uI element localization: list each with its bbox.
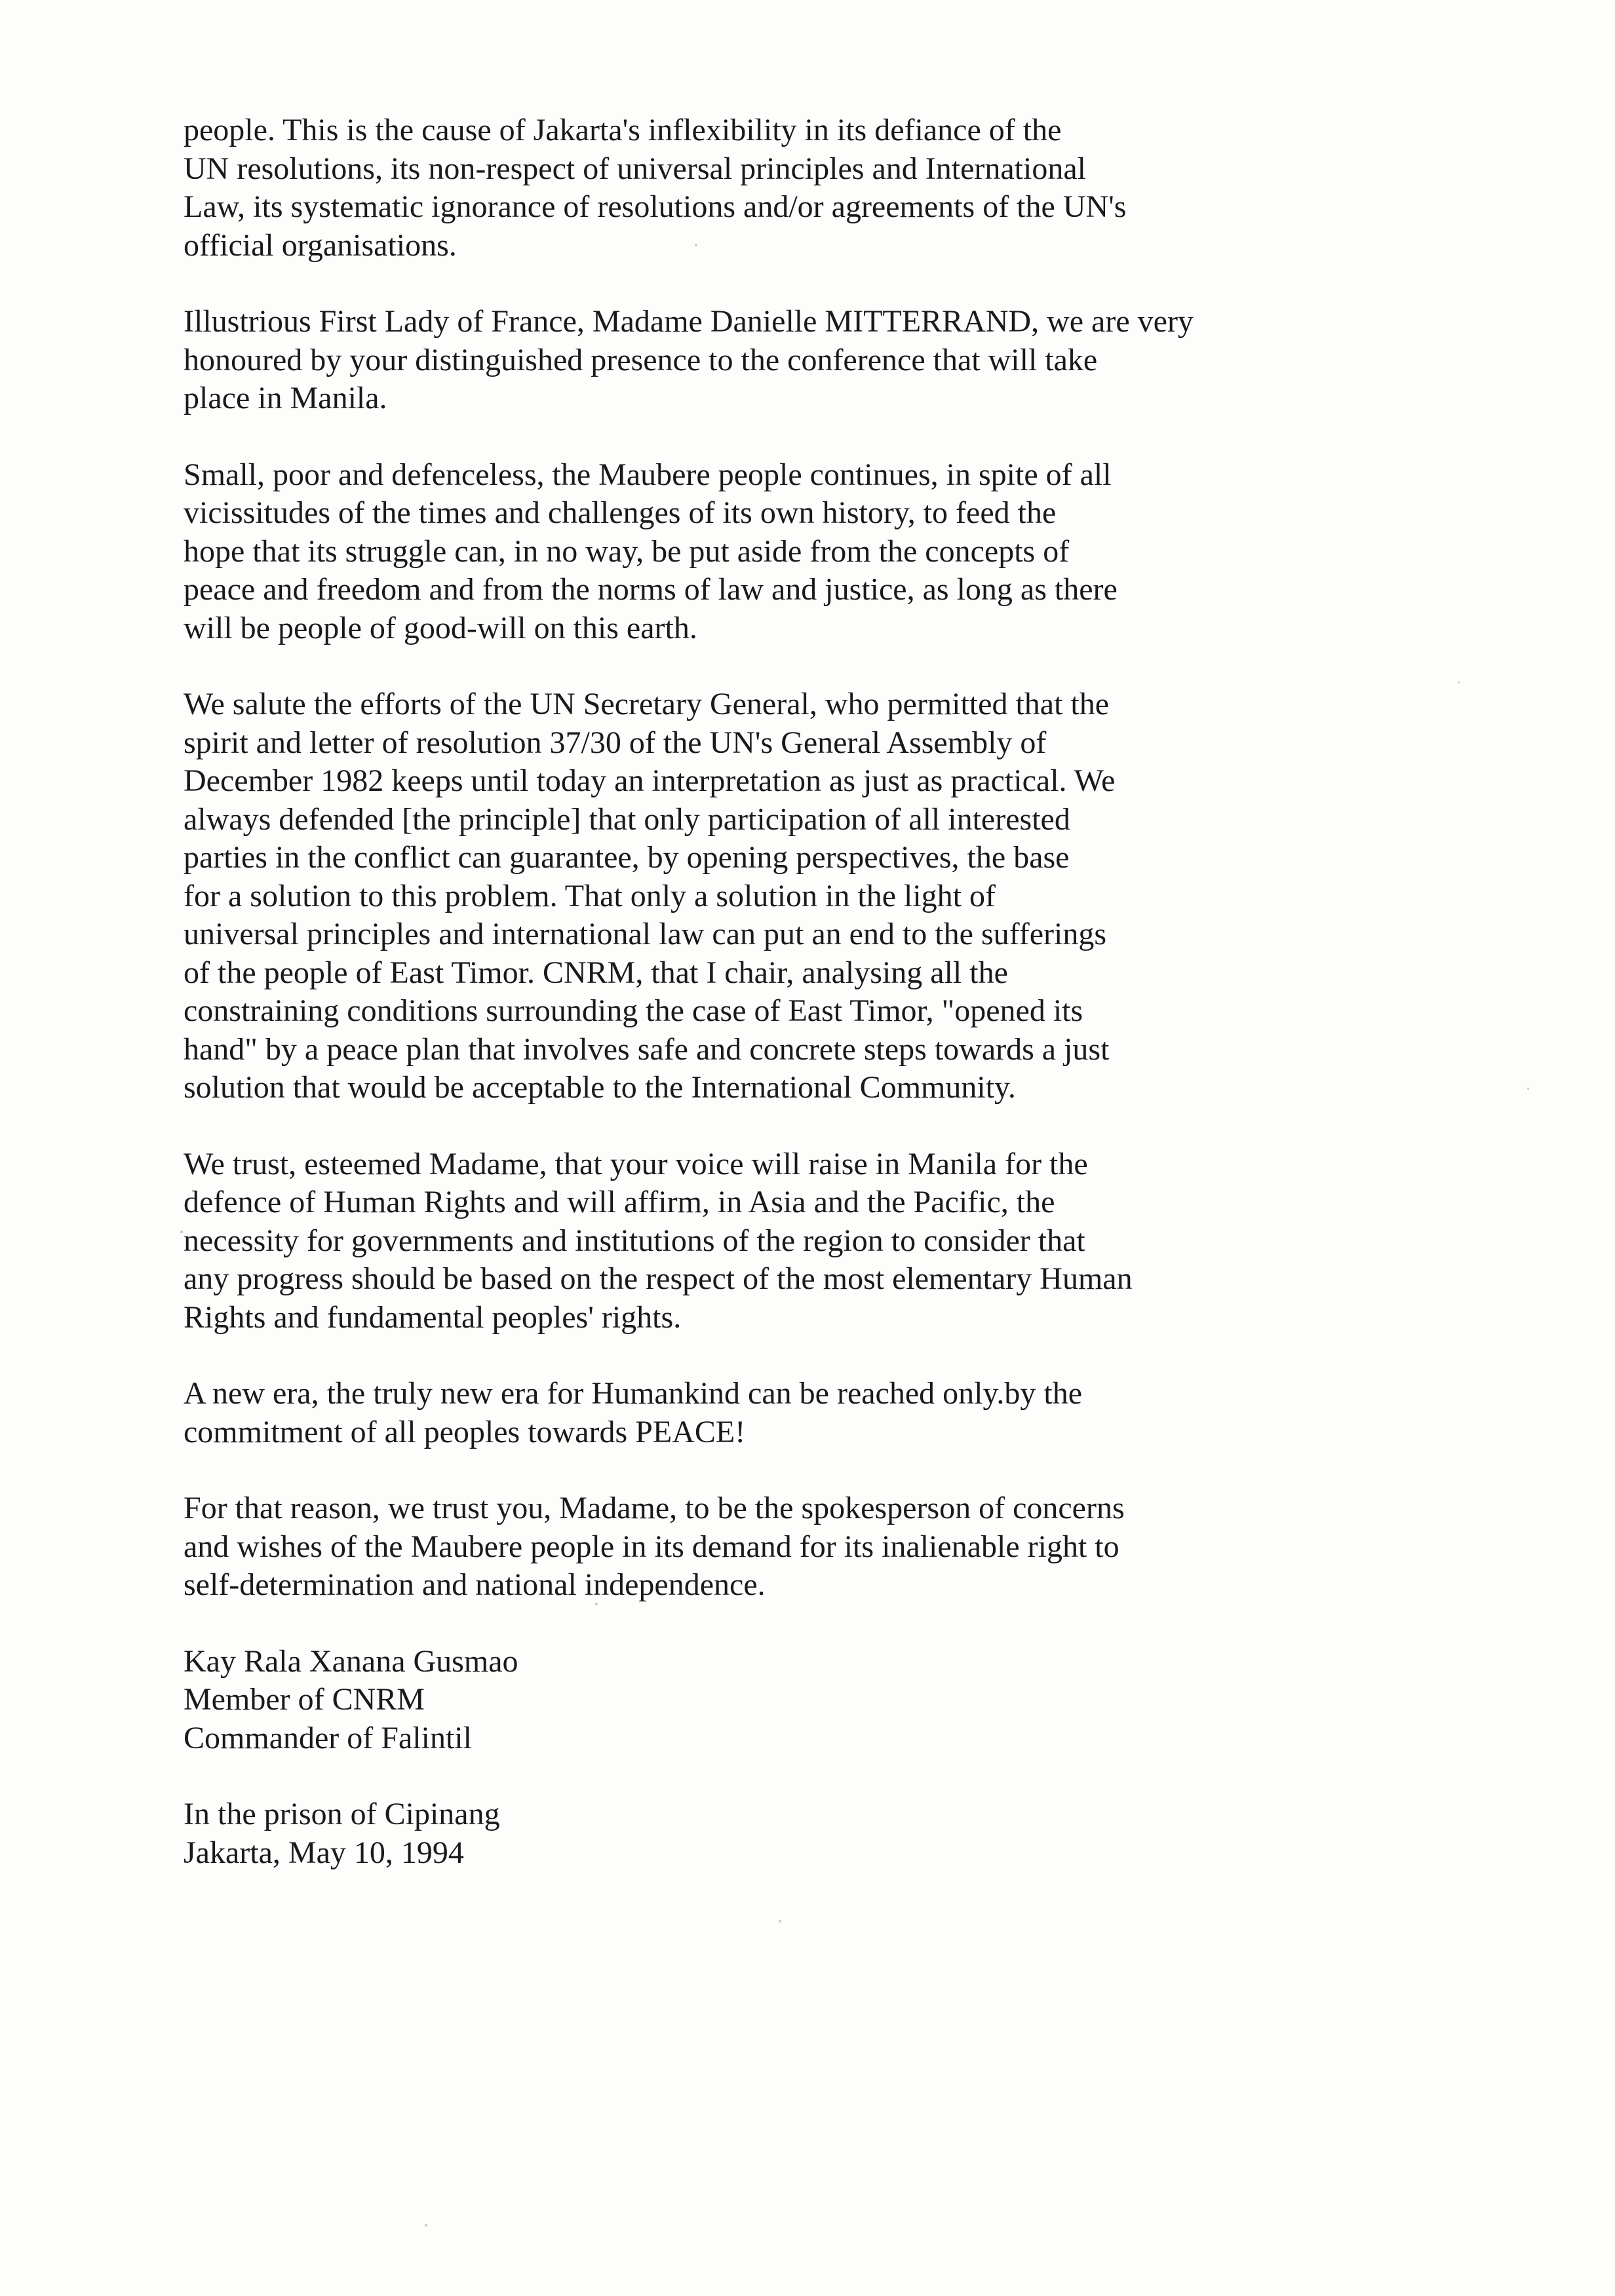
text-line: UN resolutions, its non-respect of universal principles and International bbox=[184, 151, 1086, 186]
text-line: December 1982 keeps until today an interpretation as just as practical. We bbox=[184, 763, 1116, 798]
text-line: will be people of good-will on this earth. bbox=[184, 610, 697, 645]
paragraph-7 bbox=[184, 1489, 1311, 1605]
paragraph-3 bbox=[184, 456, 1311, 648]
text-line: For that reason, we trust you, Madame, to be the spokesperson of concerns bbox=[184, 1491, 1125, 1525]
scan-speck bbox=[1458, 681, 1460, 683]
text-line: necessity for governments and institutions of the region to consider that bbox=[184, 1223, 1085, 1258]
text-line: people. This is the cause of Jakarta's inflexibility in its defiance of the bbox=[184, 113, 1062, 147]
text-line: and wishes of the Maubere people in its demand for its inalienable right to bbox=[184, 1529, 1119, 1564]
text-line: Illustrious First Lady of France, Madame Danielle MITTERRAND, we are very bbox=[184, 304, 1194, 339]
text-line: commitment of all peoples towards PEACE! bbox=[184, 1414, 746, 1449]
scan-speck bbox=[180, 1231, 183, 1233]
text-line: self-determination and national independence. bbox=[184, 1567, 766, 1602]
place-line: In the prison of Cipinang bbox=[184, 1797, 500, 1831]
text-line: We trust, esteemed Madame, that your voice will raise in Manila for the bbox=[184, 1146, 1088, 1181]
signature-block bbox=[184, 1643, 1311, 1758]
signatory-name: Kay Rala Xanana Gusmao bbox=[184, 1643, 518, 1679]
text-line: any progress should be based on the respect of the most elementary Human bbox=[184, 1261, 1133, 1296]
scan-speck bbox=[1527, 1088, 1529, 1090]
place-date-block bbox=[184, 1795, 1311, 1872]
text-line: of the people of East Timor. CNRM, that I chair, analysing all the bbox=[184, 955, 1008, 990]
text-line: spirit and letter of resolution 37/30 of the UN's General Assembly of bbox=[184, 725, 1047, 760]
scan-speck bbox=[779, 1920, 781, 1923]
text-line: peace and freedom and from the norms of law and justice, as long as there bbox=[184, 572, 1118, 607]
text-line: official organisations. bbox=[184, 227, 457, 263]
text-line: universal principles and international law can put an end to the sufferings bbox=[184, 917, 1107, 951]
text-line: vicissitudes of the times and challenges of its own history, to feed the bbox=[184, 495, 1057, 530]
paragraph-4 bbox=[184, 685, 1311, 1107]
text-line: Rights and fundamental peoples' rights. bbox=[184, 1299, 682, 1335]
scan-speck bbox=[695, 244, 697, 246]
text-line: Small, poor and defenceless, the Maubere people continues, in spite of all bbox=[184, 457, 1112, 492]
text-line: honoured by your distinguished presence to the conference that will take bbox=[184, 342, 1098, 377]
text-line: place in Manila. bbox=[184, 381, 387, 415]
paragraph-2 bbox=[184, 303, 1311, 418]
scan-speck bbox=[425, 2224, 427, 2227]
paragraph-1 bbox=[184, 111, 1311, 265]
text-line: We salute the efforts of the UN Secretary General, who permitted that the bbox=[184, 687, 1110, 721]
text-line: defence of Human Rights and will affirm, in Asia and the Pacific, the bbox=[184, 1185, 1055, 1219]
scan-speck bbox=[595, 1603, 598, 1605]
text-line: solution that would be acceptable to the International Community. bbox=[184, 1070, 1016, 1105]
text-line: hand" by a peace plan that involves safe and concrete steps towards a just bbox=[184, 1031, 1110, 1067]
text-line: hope that its struggle can, in no way, be put aside from the concepts of bbox=[184, 533, 1070, 569]
text-line: for a solution to this problem. That only a solution in the light of bbox=[184, 878, 996, 913]
paragraph-6 bbox=[184, 1375, 1311, 1451]
text-line: Law, its systematic ignorance of resolutions and/or agreements of the UN's bbox=[184, 189, 1127, 224]
signatory-role: Commander of Falintil bbox=[184, 1720, 472, 1755]
paragraph-5 bbox=[184, 1145, 1311, 1337]
text-line: A new era, the truly new era for Humankind can be reached only.by the bbox=[184, 1376, 1083, 1411]
text-line: constraining conditions surrounding the case of East Timor, "opened its bbox=[184, 993, 1083, 1028]
letter-body bbox=[184, 111, 1311, 1910]
signatory-role: Member of CNRM bbox=[184, 1682, 425, 1717]
date-line: Jakarta, May 10, 1994 bbox=[184, 1835, 464, 1870]
text-line: always defended [the principle] that only participation of all interested bbox=[184, 801, 1070, 837]
text-line: parties in the conflict can guarantee, by opening perspectives, the base bbox=[184, 840, 1070, 875]
